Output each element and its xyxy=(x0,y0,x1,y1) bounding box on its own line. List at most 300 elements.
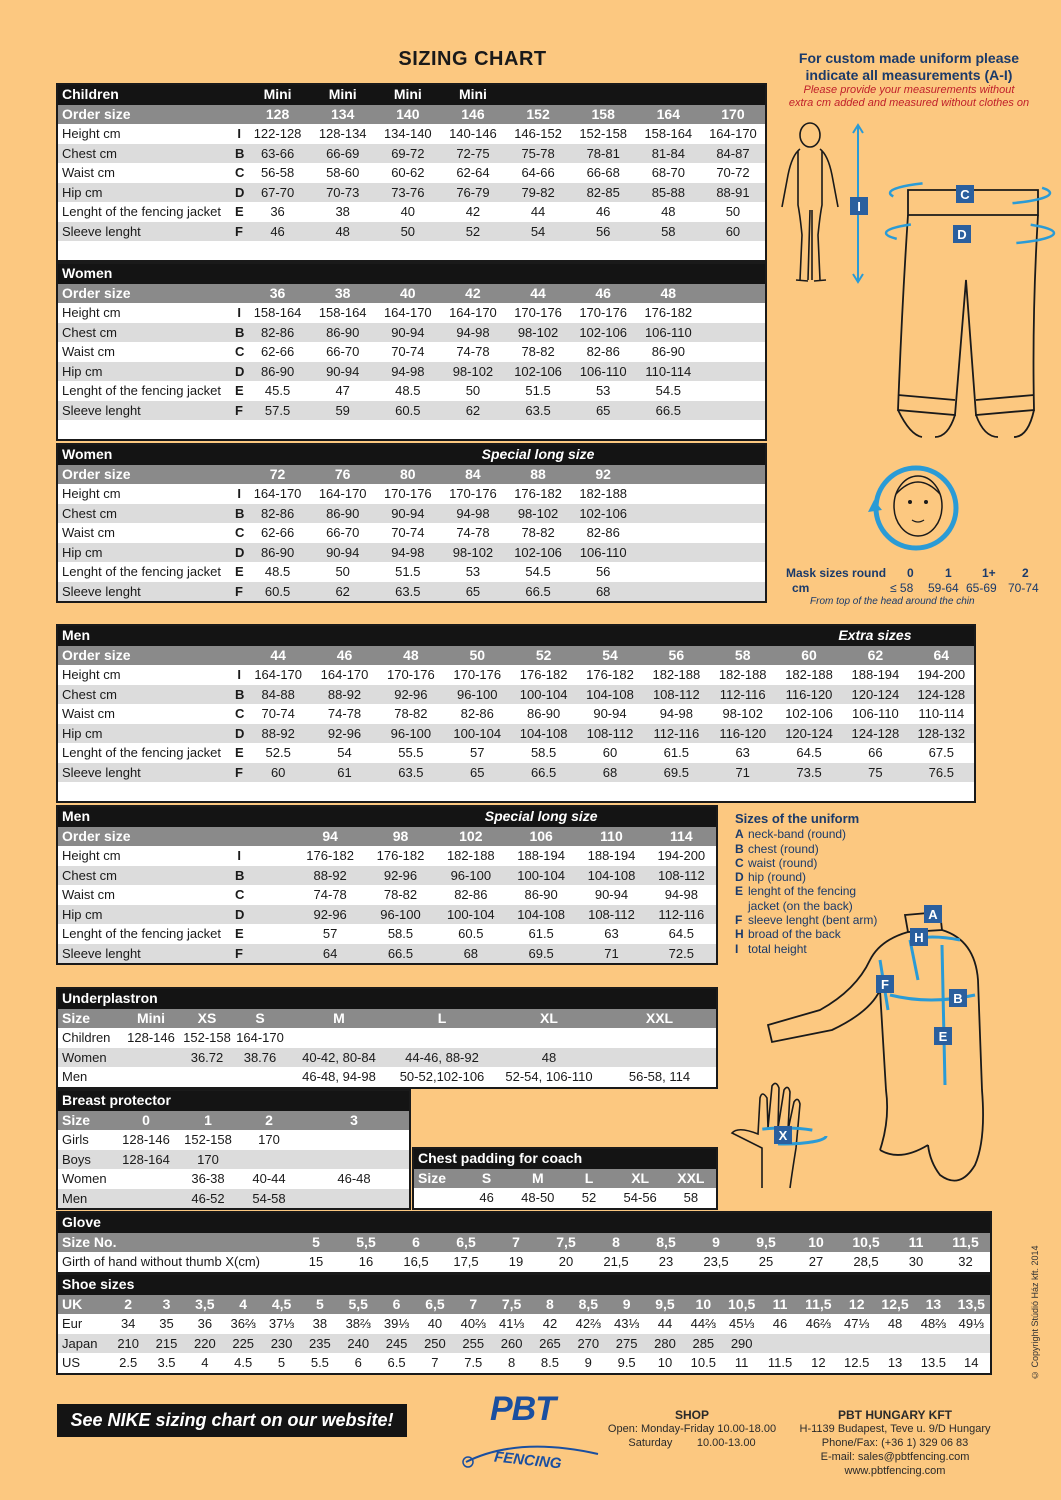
us-size: 2.5 xyxy=(119,1355,138,1371)
header-blank xyxy=(295,806,365,827)
uniform-size-text: jacket (on the back) xyxy=(748,898,853,913)
eur-size: 45⅓ xyxy=(729,1316,755,1332)
japan-size: 220 xyxy=(186,1334,224,1354)
table-row xyxy=(57,1150,410,1170)
measurement-value: 116-120 xyxy=(710,724,776,744)
measurement-value: 164-170 xyxy=(709,126,757,142)
order-size-row xyxy=(57,465,766,485)
row-label: Sleeve lenght xyxy=(57,944,235,965)
measurement-value: 53 xyxy=(595,383,611,399)
company-website[interactable]: www.pbtfencing.com xyxy=(844,1465,946,1477)
japan-size xyxy=(914,1334,952,1354)
us-size: 7.5 xyxy=(464,1355,483,1371)
japan-size: 245 xyxy=(377,1334,415,1354)
size-header: Size xyxy=(57,1009,119,1029)
header-blank xyxy=(365,806,435,827)
uniform-sizes-title: Sizes of the uniform xyxy=(735,811,860,826)
cell-value xyxy=(231,1067,289,1088)
measurement-value: 140-146 xyxy=(449,126,497,142)
measurement-value: 50 xyxy=(335,564,350,580)
row-label: Girth of hand without thumb X(cm) xyxy=(62,1254,260,1270)
measurement-value: 63.5 xyxy=(378,763,444,783)
measurement-value: 62-64 xyxy=(456,165,490,181)
mask-size-0: 0 xyxy=(907,566,914,580)
header-blank xyxy=(710,625,776,646)
measurement-value: 76-79 xyxy=(440,183,505,203)
order-size-row xyxy=(57,105,766,125)
length-arrow xyxy=(942,945,945,1085)
measurement-value: 112-116 xyxy=(643,724,709,744)
measurement-value: 51.5 xyxy=(395,564,421,580)
measurement-value: 84-88 xyxy=(245,685,311,705)
eur-size: 36⅔ xyxy=(230,1316,256,1332)
uniform-size-item xyxy=(735,870,935,884)
standing-figure-icon xyxy=(782,123,838,281)
cell-value: 54-56 xyxy=(623,1190,657,1206)
measurement-value: 60.5 xyxy=(458,926,484,942)
measurement-value: 66-70 xyxy=(326,525,360,541)
measurement-value: 86-90 xyxy=(526,706,561,722)
cell-value: 16,5 xyxy=(403,1254,429,1270)
measurement-value: 70-74 xyxy=(391,344,425,360)
eur-size: 40⅔ xyxy=(460,1316,486,1332)
custom-note-2: extra cm added and measured without clothes on xyxy=(788,97,1030,109)
uniform-size-text: total height xyxy=(748,941,807,956)
measurement-value: 106-110 xyxy=(852,706,899,722)
uk-size: 12 xyxy=(838,1295,876,1315)
row-label: Lenght of the fencing jacket xyxy=(62,926,222,942)
cell-value: 27 xyxy=(808,1254,824,1270)
measurement-row xyxy=(57,401,766,421)
measurement-value: 90-94 xyxy=(375,504,440,524)
measurement-value: 176-182 xyxy=(644,305,693,321)
measurement-value: 67.5 xyxy=(928,745,954,761)
measurement-value: 46 xyxy=(245,222,310,242)
size-header: XL xyxy=(495,1009,603,1029)
us-size: 7 xyxy=(431,1355,439,1371)
shop-hours-weekday: Open: Monday-Friday 10.00-18.00 xyxy=(607,1423,777,1435)
measurement-value: 68 xyxy=(577,763,643,783)
measurement-value: 82-86 xyxy=(454,887,488,903)
measurement-value: 108-112 xyxy=(577,724,643,744)
measurement-value: 100-104 xyxy=(510,685,576,705)
row-code: D xyxy=(235,183,245,203)
uk-size: UK xyxy=(57,1295,109,1315)
blank-cell xyxy=(636,504,701,524)
cell-value xyxy=(299,1189,410,1210)
measurement-value: 62-66 xyxy=(260,525,295,541)
measurement-value: 66-70 xyxy=(326,344,360,360)
measurement-value: 64.5 xyxy=(796,745,822,761)
row-code: D xyxy=(235,362,245,382)
eur-size: 34 xyxy=(120,1316,136,1332)
measurement-value: 164-170 xyxy=(254,667,303,683)
eur-size: 36 xyxy=(197,1316,213,1332)
size-header: 7,5 xyxy=(541,1233,591,1253)
uniform-size-item xyxy=(735,842,935,856)
measurement-value: 96-100 xyxy=(436,866,506,886)
cell-value: 15 xyxy=(308,1254,324,1270)
measurement-value: 170-176 xyxy=(383,486,432,502)
size-header: Size xyxy=(413,1169,461,1189)
table-header-row xyxy=(57,444,766,465)
measurement-value: 65 xyxy=(444,763,510,783)
measurement-value: 98-102 xyxy=(440,362,505,382)
blank-cell xyxy=(245,827,295,847)
size-header: 6,5 xyxy=(441,1233,491,1253)
row-code: C xyxy=(235,344,245,360)
measurement-value: 69-72 xyxy=(375,144,440,164)
measurement-value: 82-86 xyxy=(460,706,494,722)
header-blank xyxy=(245,263,310,284)
us-size: 9.5 xyxy=(617,1355,636,1371)
underplastron-table xyxy=(56,987,718,1089)
table-header-row xyxy=(57,806,717,827)
japan-size: 230 xyxy=(262,1334,300,1354)
shop-info xyxy=(607,1408,777,1450)
uk-size: 9,5 xyxy=(646,1295,684,1315)
blank-cell xyxy=(701,342,766,362)
mask-label: Mask sizes round xyxy=(786,566,887,580)
japan-row xyxy=(57,1334,991,1354)
row-label: Hip cm xyxy=(57,183,235,203)
japan-size: 255 xyxy=(454,1334,492,1354)
logo-fencing-text: FENCING xyxy=(493,1448,563,1473)
table-row xyxy=(57,1067,717,1088)
japan-size xyxy=(799,1334,837,1354)
table-header-row xyxy=(57,988,717,1009)
measurement-value: 64-66 xyxy=(521,165,555,181)
measurement-value: 90-94 xyxy=(310,543,375,563)
measurement-row xyxy=(57,504,766,524)
row-label: Hip cm xyxy=(57,543,235,563)
measurement-row xyxy=(57,685,975,705)
cell-value: 23 xyxy=(658,1254,674,1270)
row-code: B xyxy=(235,866,245,886)
measurement-value: 92-96 xyxy=(311,724,377,744)
size-header: XXL xyxy=(603,1009,717,1029)
row-label: Hip cm xyxy=(57,362,235,382)
measurement-value: 164-170 xyxy=(320,667,369,683)
measurement-value: 52.5 xyxy=(265,745,291,761)
cell-value: 50-52,102-106 xyxy=(399,1069,485,1085)
eur-size: 41⅓ xyxy=(498,1316,525,1332)
measurement-value: 88-92 xyxy=(311,685,377,705)
blank-cell xyxy=(57,241,766,261)
cell-value xyxy=(115,1189,177,1210)
women-long-size-table xyxy=(56,443,767,603)
cell-value: 17,5 xyxy=(453,1254,479,1270)
blank-cell xyxy=(701,582,766,603)
order-size: 48 xyxy=(378,646,444,666)
blank-row xyxy=(57,782,975,802)
size-header: S xyxy=(461,1169,512,1189)
uk-size: 9 xyxy=(607,1295,645,1315)
mask-range-2: 65-69 xyxy=(966,581,997,595)
measurement-value: 75-78 xyxy=(506,144,571,164)
eur-size: 39⅓ xyxy=(383,1316,410,1332)
measurement-value: 84-87 xyxy=(701,144,766,164)
order-size: 114 xyxy=(647,827,717,847)
measurement-value: 57 xyxy=(322,926,338,942)
row-code: B xyxy=(235,144,245,164)
measurement-value: 78-82 xyxy=(394,706,428,722)
uniform-size-item xyxy=(735,827,935,841)
cell-value: 170 xyxy=(177,1150,239,1170)
measurement-value: 79-82 xyxy=(506,183,571,203)
row-code: I xyxy=(237,305,241,321)
uk-size: 11,5 xyxy=(799,1295,837,1315)
cell-value: 36-38 xyxy=(191,1171,225,1187)
table-header-row xyxy=(57,263,766,284)
measurement-value: 78-82 xyxy=(521,525,555,541)
header-blank xyxy=(647,806,717,827)
header-blank xyxy=(311,625,377,646)
order-size: 84 xyxy=(440,465,505,485)
measurement-value: 66.5 xyxy=(510,763,576,783)
blank-cell xyxy=(245,905,295,925)
measurement-value: 61.5 xyxy=(663,745,689,761)
row-code: B xyxy=(235,504,245,524)
measurement-value: 86-90 xyxy=(245,543,310,563)
measurement-value: 70-74 xyxy=(261,706,295,722)
measurement-value: 46 xyxy=(595,204,611,220)
measurement-value: 75 xyxy=(842,763,908,783)
blank-cell xyxy=(701,484,766,504)
row-label: Waist cm xyxy=(62,525,115,541)
measurement-value: 56-58 xyxy=(260,165,295,181)
measurement-row xyxy=(57,163,766,183)
blank-row xyxy=(57,241,766,261)
row-label: Sleeve lenght xyxy=(57,763,235,783)
header-blank xyxy=(510,625,576,646)
measurement-value: 59 xyxy=(310,401,375,421)
measurement-value: 164-170 xyxy=(318,486,367,502)
logo-pbt-text: PBT xyxy=(490,1390,555,1428)
blank-cell xyxy=(701,362,766,382)
order-size: 38 xyxy=(310,284,375,304)
blank-cell xyxy=(245,885,295,905)
uk-size: 10,5 xyxy=(723,1295,761,1315)
company-phone: Phone/Fax: (+36 1) 329 06 83 xyxy=(821,1437,969,1449)
measurement-row xyxy=(57,665,975,685)
header-blank xyxy=(375,444,440,465)
order-size: 42 xyxy=(440,284,505,304)
measurement-value: 176-182 xyxy=(376,848,425,864)
measurement-value: 78-81 xyxy=(571,144,636,164)
cell-value: 128-146 xyxy=(127,1030,175,1046)
eur-size: 46⅔ xyxy=(805,1316,832,1332)
svg-text:X: X xyxy=(778,1128,788,1143)
row-code: F xyxy=(235,763,245,783)
measurement-value: 122-128 xyxy=(253,126,302,142)
table-title: Chest padding for coach xyxy=(413,1148,717,1169)
size-header: 5 xyxy=(291,1233,341,1253)
row-label: Lenght of the fencing jacket xyxy=(62,745,222,761)
cell-value xyxy=(299,1150,410,1170)
row-label: Women xyxy=(62,1171,107,1187)
svg-text:B: B xyxy=(953,991,963,1006)
row-code: C xyxy=(235,887,245,903)
cell-value xyxy=(119,1048,183,1068)
company-info xyxy=(795,1408,995,1478)
uk-size: 12,5 xyxy=(876,1295,914,1315)
table-title: Women xyxy=(57,444,245,465)
row-label: Men xyxy=(62,1069,88,1085)
japan-size: 290 xyxy=(723,1334,761,1354)
table-title: Men xyxy=(57,625,245,646)
size-header: XS xyxy=(183,1009,231,1029)
measurement-value: 63.5 xyxy=(375,582,440,603)
measurement-value: 69.5 xyxy=(643,763,709,783)
measurement-value: 74-78 xyxy=(327,706,362,722)
us-size: 3.5 xyxy=(157,1355,176,1371)
us-size: 12.5 xyxy=(844,1355,870,1371)
svg-text:E: E xyxy=(938,1029,948,1044)
cell-value: 20 xyxy=(558,1254,574,1270)
measurement-value: 104-108 xyxy=(577,685,643,705)
measurement-value: 164-170 xyxy=(253,486,302,502)
uk-size: 3 xyxy=(147,1295,185,1315)
measurement-value: 110-114 xyxy=(636,362,701,382)
eur-size: 43⅓ xyxy=(613,1316,640,1332)
order-size: 54 xyxy=(577,646,643,666)
table-title: Children xyxy=(57,84,245,105)
cell-value: 19 xyxy=(508,1254,524,1270)
measurement-value: 47 xyxy=(335,383,350,399)
copyright: © Copyright Stúdió Ház kft. 2014 xyxy=(1030,1245,1040,1380)
size-header: 8,5 xyxy=(641,1233,691,1253)
order-size: 46 xyxy=(571,284,636,304)
measurement-value: 116-120 xyxy=(776,685,842,705)
company-email[interactable]: E-mail: sales@pbtfencing.com xyxy=(820,1451,970,1463)
glove-table xyxy=(56,1211,992,1274)
row-code: C xyxy=(235,706,245,722)
row-code: E xyxy=(235,926,244,942)
cell-value: 152-158 xyxy=(184,1132,232,1148)
pbt-logo xyxy=(458,1390,608,1480)
measurement-value: 58-60 xyxy=(326,165,360,181)
order-size: 140 xyxy=(375,105,440,125)
measurement-value: 96-100 xyxy=(378,724,444,744)
us-size: 5.5 xyxy=(310,1355,329,1371)
cell-value: 54-58 xyxy=(239,1189,299,1210)
us-size: 8 xyxy=(507,1355,516,1371)
measurement-value: 60.5 xyxy=(245,582,310,603)
japan-size: 275 xyxy=(607,1334,645,1354)
row-label: US xyxy=(62,1355,81,1371)
measurement-value: 86-90 xyxy=(245,362,310,382)
measurement-value: 55.5 xyxy=(398,745,424,761)
measurement-value: 81-84 xyxy=(636,144,701,164)
row-code: F xyxy=(235,222,245,242)
eur-size: 38⅔ xyxy=(345,1316,371,1332)
cell-value: 40-44 xyxy=(252,1171,286,1187)
measurement-value: 44 xyxy=(530,204,546,220)
row-label: Chest cm xyxy=(57,323,235,343)
mini-label: Mini xyxy=(375,84,440,105)
order-size: 60 xyxy=(776,646,842,666)
measurement-value: 82-85 xyxy=(571,183,636,203)
size-header: 10 xyxy=(791,1233,841,1253)
measurement-value: 64 xyxy=(295,944,365,965)
row-code: D xyxy=(235,724,245,744)
measurement-value: 170-176 xyxy=(579,305,628,321)
blank-cell xyxy=(636,562,701,582)
measurement-value: 45.5 xyxy=(264,383,291,399)
measurement-value: 106-110 xyxy=(571,362,636,382)
measurement-row xyxy=(57,944,717,965)
size-header-row xyxy=(413,1169,717,1189)
mask-unit: cm xyxy=(792,581,810,595)
japan-size: 225 xyxy=(224,1334,262,1354)
japan-size: 280 xyxy=(646,1334,684,1354)
us-size: 4 xyxy=(201,1355,209,1371)
order-size: 106 xyxy=(506,827,576,847)
measurement-value: 61.5 xyxy=(528,926,554,942)
measurement-value: 40 xyxy=(400,204,416,220)
us-row xyxy=(57,1353,991,1374)
row-code: I xyxy=(237,486,241,502)
row-label: Children xyxy=(62,1030,111,1046)
measurement-row xyxy=(57,885,717,905)
table-row xyxy=(57,1189,410,1210)
uk-size: 6 xyxy=(377,1295,415,1315)
measurement-value: 90-94 xyxy=(310,362,375,382)
cell-value: 25 xyxy=(758,1254,774,1270)
measurement-value: 65 xyxy=(440,582,505,603)
eur-size: 48⅔ xyxy=(920,1316,947,1332)
blank-cell xyxy=(636,582,701,603)
row-label: Chest cm xyxy=(57,685,235,705)
order-size: 88 xyxy=(506,465,571,485)
row-label: Eur xyxy=(62,1316,83,1332)
measurement-value: 62-66 xyxy=(260,344,295,360)
measurement-value: 56 xyxy=(571,222,636,242)
measurement-value: 68-70 xyxy=(651,165,685,181)
cell-value: 128-164 xyxy=(115,1150,177,1170)
measurement-value: 104-108 xyxy=(506,905,576,925)
measurement-value: 164-170 xyxy=(383,305,432,321)
eur-size: 44 xyxy=(657,1316,673,1332)
measurement-value: 63.5 xyxy=(506,401,571,421)
mini-label xyxy=(636,84,701,105)
row-label: Sleeve lenght xyxy=(57,582,235,603)
order-size: 36 xyxy=(245,284,310,304)
mask-range-3: 70-74 xyxy=(1008,581,1039,595)
measurement-value: 112-116 xyxy=(710,685,776,705)
size-header: 1 xyxy=(177,1111,239,1131)
header-blank xyxy=(310,444,375,465)
japan-size: 270 xyxy=(569,1334,607,1354)
measurement-value: 66-68 xyxy=(586,165,620,181)
size-header: S xyxy=(231,1009,289,1029)
cell-value xyxy=(239,1150,299,1170)
mini-label: Mini xyxy=(310,84,375,105)
us-size: 13.5 xyxy=(920,1355,947,1371)
us-size: 10 xyxy=(657,1355,673,1371)
shoe-table xyxy=(56,1273,992,1375)
uniform-size-text: hip (round) xyxy=(748,870,807,885)
measurement-row xyxy=(57,924,717,944)
measurement-value: 104-108 xyxy=(510,724,576,744)
measurement-value: 100-104 xyxy=(506,866,576,886)
measurement-value: 63 xyxy=(604,926,619,942)
row-code: D xyxy=(235,543,245,563)
mini-label xyxy=(701,84,766,105)
custom-note-1: Please provide your measurements without xyxy=(803,84,1015,96)
blank-cell xyxy=(636,484,701,504)
